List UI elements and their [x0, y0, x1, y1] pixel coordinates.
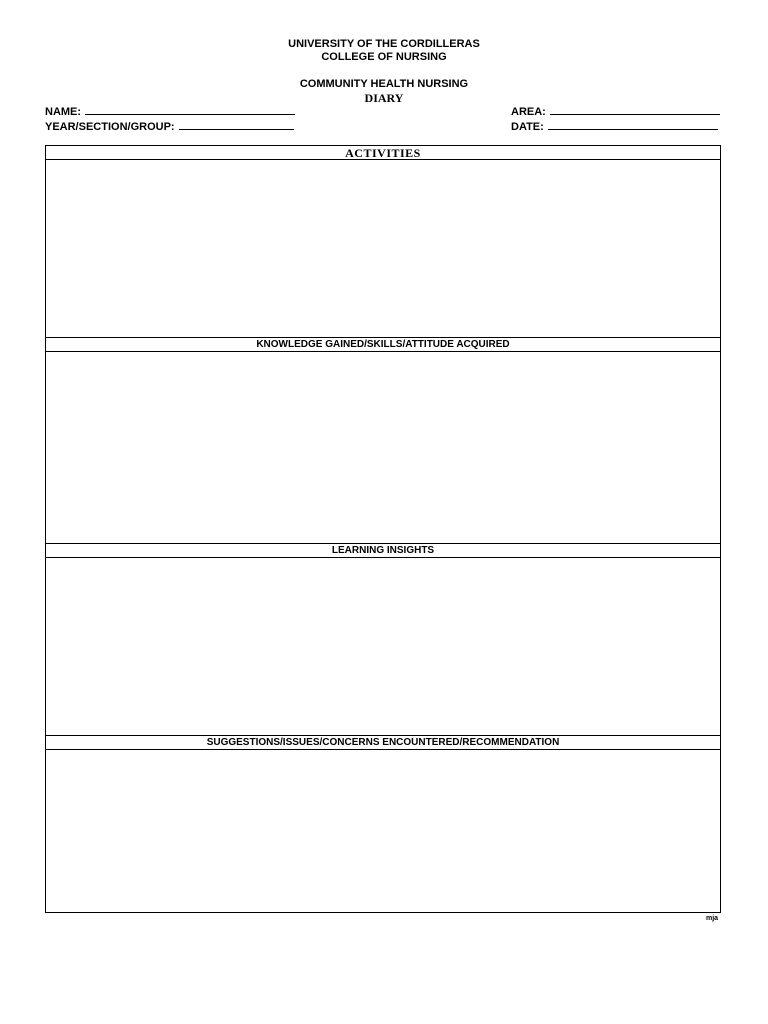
document-title: DIARY: [364, 91, 404, 105]
activities-entry-area[interactable]: [46, 160, 720, 338]
name-field[interactable]: [45, 104, 295, 119]
year-section-group-field[interactable]: [45, 119, 294, 134]
name-label: NAME:: [45, 106, 82, 118]
suggestions-header: SUGGESTIONS/ISSUES/CONCERNS ENCOUNTERED/RECOMMENDATION: [46, 736, 720, 750]
author-initials: mja: [706, 915, 719, 922]
knowledge-header: KNOWLEDGE GAINED/SKILLS/ATTITUDE ACQUIRED: [46, 338, 720, 352]
learning-insights-header: LEARNING INSIGHTS: [46, 544, 720, 558]
suggestions-entry-area[interactable]: [46, 750, 720, 912]
year-section-group-blank-line[interactable]: [179, 119, 294, 130]
activities-header: ACTIVITIES: [46, 146, 720, 160]
diary-form: [45, 145, 721, 913]
college-name: COLLEGE OF NURSING: [321, 51, 447, 63]
area-blank-line[interactable]: [550, 104, 720, 115]
year-section-group-label: YEAR/SECTION/GROUP:: [45, 121, 175, 133]
date-blank-line[interactable]: [548, 119, 718, 130]
area-field[interactable]: [511, 104, 720, 119]
knowledge-entry-area[interactable]: [46, 352, 720, 544]
university-name: UNIVERSITY OF THE CORDILLERAS: [288, 38, 480, 50]
name-blank-line[interactable]: [85, 104, 295, 115]
area-label: AREA:: [511, 106, 546, 118]
date-field[interactable]: [511, 119, 718, 134]
program-name: COMMUNITY HEALTH NURSING: [299, 78, 469, 90]
learning-insights-entry-area[interactable]: [46, 558, 720, 736]
date-label: DATE:: [511, 121, 544, 133]
